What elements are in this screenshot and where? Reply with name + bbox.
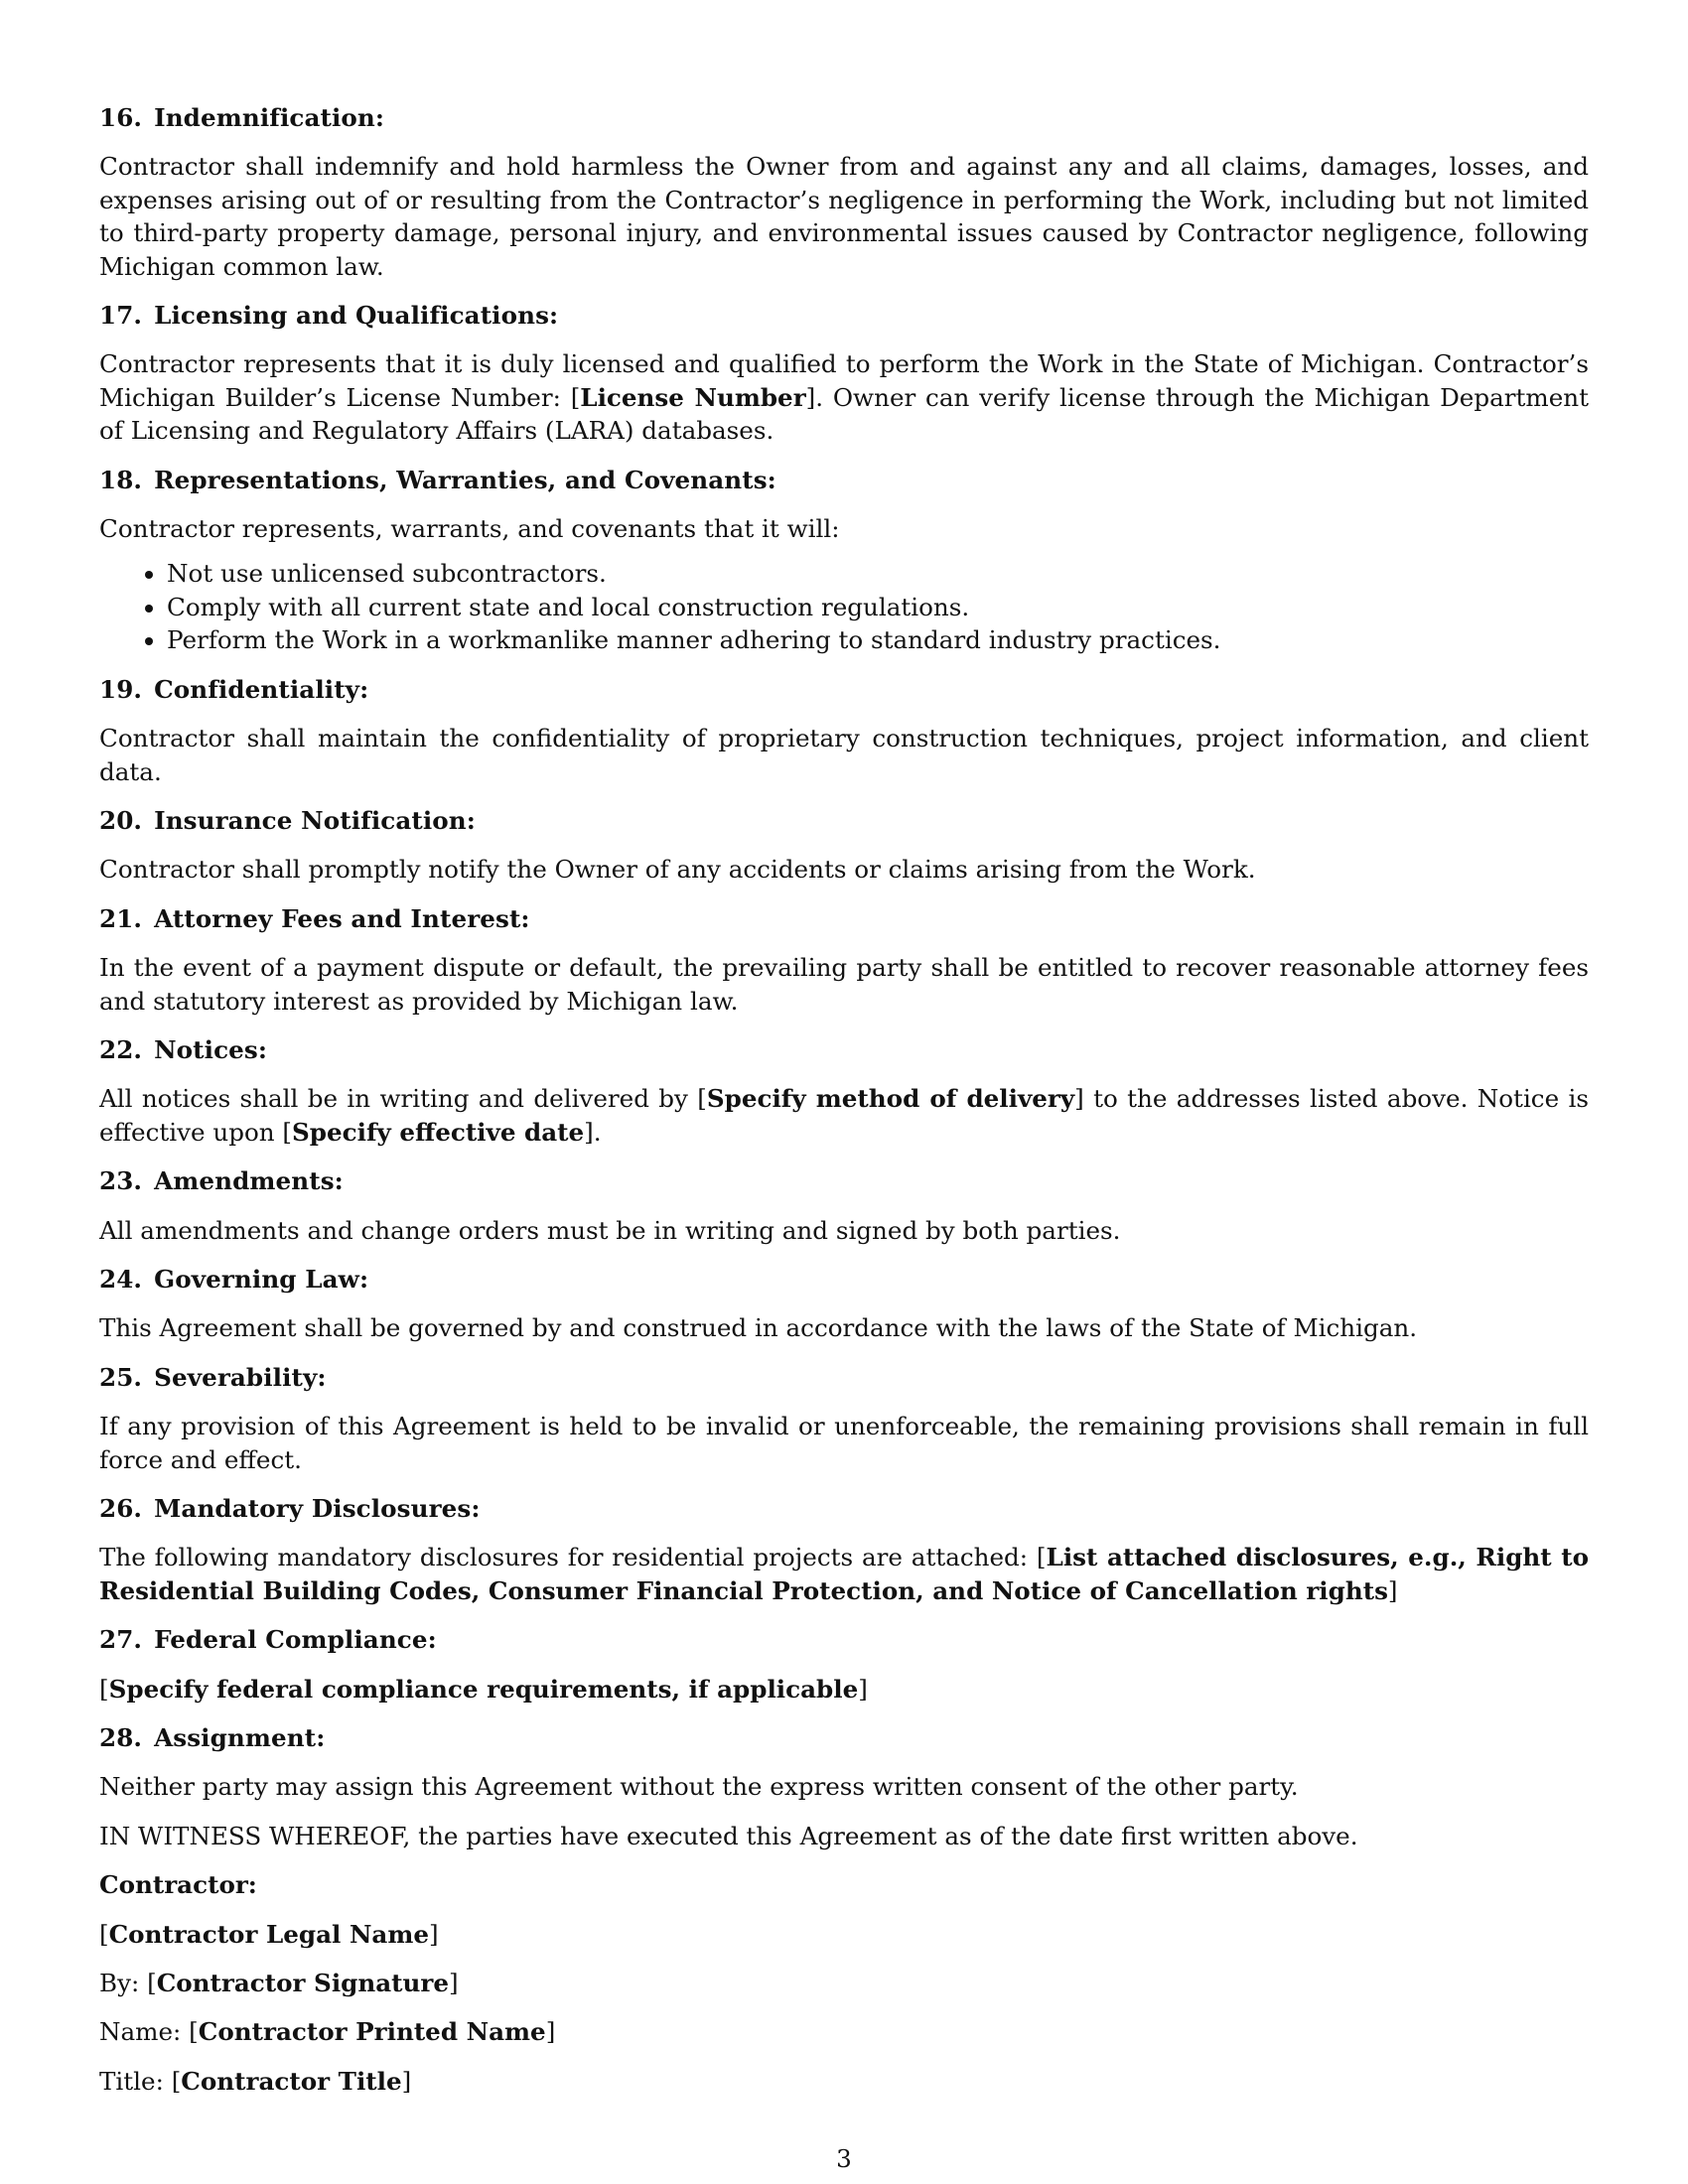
license-number-placeholder: License Number: [580, 382, 806, 412]
section-title: Confidentiality:: [154, 674, 369, 704]
body-text: ]. Owner can verify license through the Michigan Department of Licensing and Regulatory Affairs (LARA) databases.: [99, 382, 1589, 446]
section-number: 20.: [99, 805, 143, 835]
body-text: Contractor represents that it is duly licensed and qualified to perform the Work in the State of Michigan. Contractor’s Michigan Builder’s License Number: [: [99, 349, 1589, 412]
section-16-heading: [99, 101, 1589, 134]
contractor-legal-name-placeholder: Contractor Legal Name: [108, 1919, 430, 1949]
section-number: 21.: [99, 903, 143, 933]
effective-date-placeholder: Specify effective date: [292, 1117, 585, 1147]
section-28-heading: [99, 1721, 1589, 1754]
body-text: ] to the addresses listed above. Notice is effective upon [: [99, 1084, 1589, 1147]
bracket: [: [171, 2066, 182, 2096]
section-26-body: [99, 1541, 1589, 1607]
section-20-body: Contractor shall promptly notify the Owner of any accidents or claims arising from the Work.: [99, 855, 1256, 885]
list-item: • Perform the Work in a workmanlike manner adhering to standard industry practices.: [167, 623, 1589, 656]
section-19-heading: [99, 673, 1589, 706]
section-27-body: [99, 1673, 1589, 1706]
section-21-body: In the event of a payment dispute or default, the prevailing party shall be entitled to recover reasonable attorney fees and statutory interest as provided by Michigan law.: [99, 953, 1589, 1016]
section-17-heading: [99, 299, 1589, 332]
section-18-intro: Contractor represents, warrants, and covenants that it will:: [99, 514, 840, 544]
document-page: [99, 101, 1589, 2114]
bracket: [: [99, 1919, 109, 1949]
section-number: 19.: [99, 674, 143, 704]
bracket: ]: [401, 2066, 412, 2096]
bracket: ]: [545, 2017, 556, 2047]
by-label: By:: [99, 1969, 148, 1998]
section-26-heading: [99, 1492, 1589, 1525]
body-text: The following mandatory disclosures for residential projects are attached: [: [99, 1543, 1047, 1572]
section-17-body: [99, 347, 1589, 447]
section-number: 28.: [99, 1723, 143, 1753]
contractor-title-placeholder: Contractor Title: [181, 2066, 402, 2096]
section-19-body: Contractor shall maintain the confidentiality of proprietary construction techniques, project information, and client data.: [99, 724, 1589, 786]
section-number: 25.: [99, 1362, 143, 1392]
bracket: [: [147, 1969, 157, 1998]
section-title: Notices:: [154, 1034, 268, 1064]
section-title: Severability:: [154, 1362, 327, 1392]
section-title: Attorney Fees and Interest:: [154, 903, 530, 933]
section-title: Indemnification:: [154, 103, 385, 132]
contractor-title-line: [99, 2065, 1589, 2098]
section-23-heading: [99, 1164, 1589, 1197]
bracket: ]: [449, 1969, 459, 1998]
section-title: Assignment:: [154, 1723, 326, 1753]
disclosures-placeholder: List attached disclosures, e.g., Right to Residential Building Codes, Consumer Financial Protection, and Notice of Cancellation rights: [99, 1543, 1589, 1605]
covenants-list: [99, 557, 1589, 656]
section-number: 16.: [99, 103, 143, 132]
body-text: ].: [584, 1117, 602, 1147]
list-item: • Comply with all current state and local construction regulations.: [167, 591, 1589, 623]
section-20-heading: [99, 804, 1589, 837]
section-number: 26.: [99, 1494, 143, 1523]
section-number: 18.: [99, 465, 143, 494]
federal-compliance-placeholder: Specify federal compliance requirements, if applicable: [108, 1674, 859, 1704]
body-text: [: [99, 1674, 109, 1704]
body-text: ]: [858, 1674, 868, 1704]
section-title: Mandatory Disclosures:: [154, 1494, 481, 1523]
section-18-heading: [99, 464, 1589, 496]
title-label: Title:: [99, 2066, 172, 2096]
section-number: 17.: [99, 301, 143, 331]
section-28-body: Neither party may assign this Agreement without the express written consent of the other party.: [99, 1772, 1299, 1802]
section-number: 24.: [99, 1264, 143, 1294]
section-21-heading: [99, 902, 1589, 935]
section-25-heading: [99, 1361, 1589, 1394]
bracket: ]: [429, 1919, 439, 1949]
contractor-signature-placeholder: Contractor Signature: [156, 1969, 450, 1998]
delivery-method-placeholder: Specify method of delivery: [706, 1084, 1075, 1114]
section-title: Amendments:: [154, 1166, 344, 1196]
section-27-heading: [99, 1623, 1589, 1656]
bracket: [: [189, 2017, 199, 2047]
section-title: Federal Compliance:: [154, 1625, 437, 1655]
list-item: • Not use unlicensed subcontractors.: [167, 557, 1589, 590]
name-label: Name:: [99, 2017, 190, 2047]
contractor-printed-name-line: [99, 2015, 1589, 2048]
section-22-heading: [99, 1033, 1589, 1066]
section-24-body: This Agreement shall be governed by and construed in accordance with the laws of the State of Michigan.: [99, 1313, 1418, 1343]
section-16-body: Contractor shall indemnify and hold harmless the Owner from and against any and all claims, damages, losses, and expenses arising out of or resulting from the Contractor’s negligence in performing the Work, including but not limited to third-party property damage, personal injury, and environmental issues caused by Contractor negligence, following Michigan common law.: [99, 152, 1589, 281]
section-title: Representations, Warranties, and Covenants:: [154, 465, 776, 494]
section-number: 27.: [99, 1625, 143, 1655]
section-title: Insurance Notification:: [154, 805, 476, 835]
section-title: Governing Law:: [154, 1264, 369, 1294]
contractor-label: Contractor:: [99, 1870, 257, 1900]
section-25-body: If any provision of this Agreement is held to be invalid or unenforceable, the remaining provisions shall remain in full force and effect.: [99, 1412, 1589, 1474]
witness-clause: IN WITNESS WHEREOF, the parties have executed this Agreement as of the date first written above.: [99, 1821, 1358, 1850]
section-number: 23.: [99, 1166, 143, 1196]
contractor-legal-name-line: [99, 1918, 1589, 1951]
contractor-signature-line: [99, 1967, 1589, 1999]
body-text: All notices shall be in writing and delivered by [: [99, 1084, 707, 1114]
signature-heading: [99, 1868, 1589, 1901]
page-number: 3: [836, 2144, 852, 2173]
section-24-heading: [99, 1263, 1589, 1296]
section-23-body: All amendments and change orders must be in writing and signed by both parties.: [99, 1215, 1121, 1245]
section-title: Licensing and Qualifications:: [154, 301, 559, 331]
section-number: 22.: [99, 1034, 143, 1064]
body-text: ]: [1387, 1575, 1398, 1605]
section-22-body: [99, 1082, 1589, 1149]
contractor-printed-name-placeholder: Contractor Printed Name: [198, 2017, 546, 2047]
